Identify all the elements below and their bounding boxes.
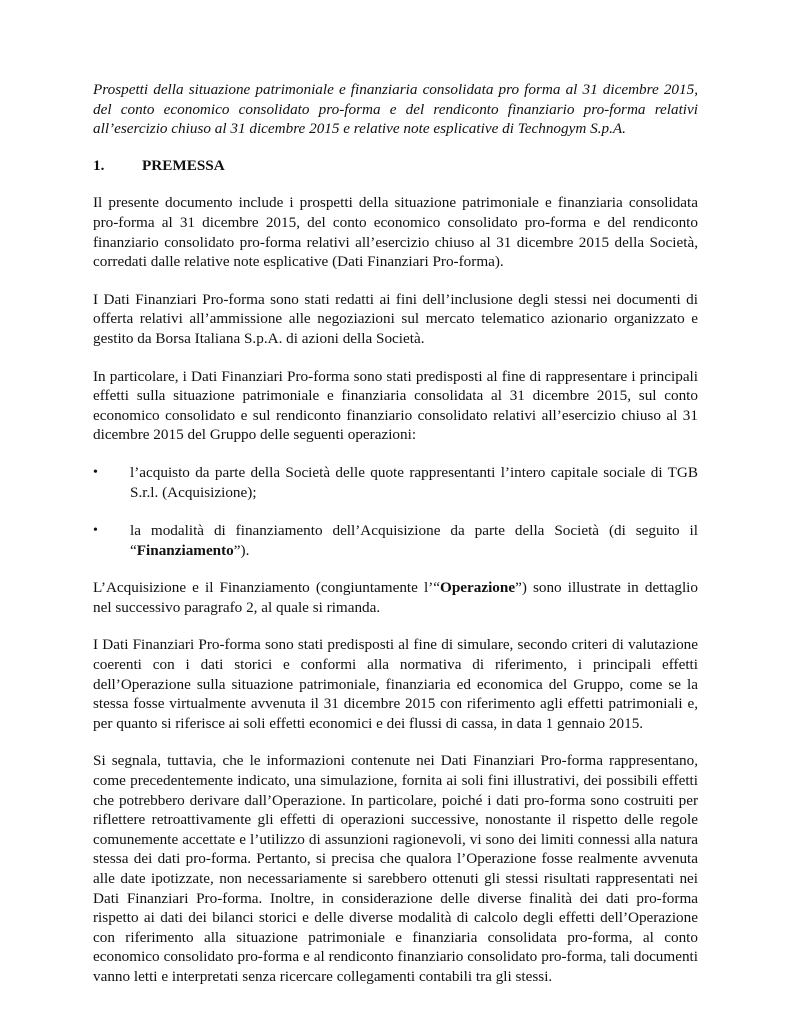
list-item-text-after: ”). — [233, 541, 250, 559]
document-page — [93, 80, 698, 1005]
paragraph-operations: In particolare, i Dati Finanziari Pro-forma sono stati predisposti al fine di rappresentare i principali effetti sulla situazione patrimoniale e finanziaria consolidata al 31 dicembre 2015, sul conto economico consolidato e sul rendiconto finanziario consolidato relativi all’esercizio chiuso al 31 dicembre 2015 del Gruppo delle seguenti operazioni: — [93, 367, 698, 444]
list-item-text — [130, 521, 698, 560]
defined-term-finanziamento: Finanziamento — [136, 541, 234, 559]
document-title: Prospetti della situazione patrimoniale e finanziaria consolidata pro forma al 31 dicembre 2015, del conto economico consolidato pro-forma e del rendiconto finanziario pro-forma relativi all’esercizio chiuso al 31 dicembre 2015 e relative note esplicative di Technogym S.p.A. — [93, 81, 698, 138]
defined-term-operazione: Operazione — [440, 579, 516, 597]
section-title: PREMESSA — [142, 156, 225, 174]
paragraph-operazione-before: L’Acquisizione e il Finanziamento (congiuntamente l’“ — [93, 579, 440, 597]
paragraph-purpose: I Dati Finanziari Pro-forma sono stati redatti ai fini dell’inclusione degli stessi nei documenti di offerta relativi all’ammissione alle negoziazioni sul mercato telematico azionario organizzato e gestito da Borsa Italiana S.p.A. di azioni della Società. — [93, 290, 698, 347]
paragraph-simulation: I Dati Finanziari Pro-forma sono stati predisposti al fine di simulare, secondo criteri di valutazione coerenti con i dati storici e conformi alla normativa di riferimento, i principali effetti dell’Operazione sulla situazione patrimoniale, finanziaria ed economica del Gruppo, come se la stessa fosse virtualmente avvenuta il 31 dicembre 2015 con riferimento agli effetti patrimoniali e, per quanto si riferisce ai soli effetti economici e dei flussi di cassa, in data 1 gennaio 2015. — [93, 636, 698, 732]
list-item-text: l’acquisto da parte della Società delle quote rappresentanti l’intero capitale sociale di TGB S.r.l. (Acquisizione); — [130, 463, 698, 501]
paragraph-operazione-after: ”) sono illustrate in dettaglio nel successivo paragrafo 2, al quale si rimanda. — [93, 579, 698, 616]
bullet-icon: • — [93, 523, 98, 539]
list-item-text-before: la modalità di finanziamento dell’Acquisizione da parte della Società (di seguito il “ — [130, 522, 698, 559]
section-heading — [93, 156, 698, 176]
section-number: 1. — [93, 156, 105, 174]
list-item — [93, 521, 698, 560]
paragraph-disclaimer: Si segnala, tuttavia, che le informazioni contenute nei Dati Finanziari Pro-forma rappresentano, come precedentemente indicato, una simulazione, fornita ai soli fini illustrativi, dei possibili effetti che potrebbero derivare dall’Operazione. In particolare, poiché i dati pro-forma sono costruiti per riflettere retroattivamente gli effetti di operazioni successive, nonostante il rispetto delle regole comunemente accettate e l’utilizzo di assunzioni ragionevoli, vi sono dei limiti connessi alla natura stessa dei dati pro-forma. Pertanto, si precisa che qualora l’Operazione fosse realmente avvenuta alle date ipotizzate, non necessariamente si sarebbero ottenuti gli stessi risultati rappresentati nei Dati Finanziari Pro-forma. Inoltre, in considerazione delle diverse finalità dei dati pro-forma rispetto ai dati dei bilanci storici e delle diverse modalità di calcolo degli effetti dell’Operazione con riferimento alla situazione patrimoniale e finanziaria consolidata pro-forma, al conto economico consolidato pro-forma e al rendiconto finanziario consolidato pro-forma, tali documenti vanno letti e interpretati senza ricercare collegamenti contabili tra gli stessi. — [93, 752, 698, 985]
list-item — [93, 463, 698, 502]
paragraph-intro: Il presente documento include i prospetti della situazione patrimoniale e finanziaria consolidata pro-forma al 31 dicembre 2015, del conto economico consolidato pro-forma e del rendiconto finanziario consolidato pro-forma relativi all’esercizio chiuso al 31 dicembre 2015 della Società, corredati dalle relative note esplicative (Dati Finanziari Pro-forma). — [93, 194, 698, 271]
operations-list — [93, 463, 698, 560]
bullet-icon: • — [93, 464, 98, 480]
paragraph-operazione — [93, 578, 698, 617]
